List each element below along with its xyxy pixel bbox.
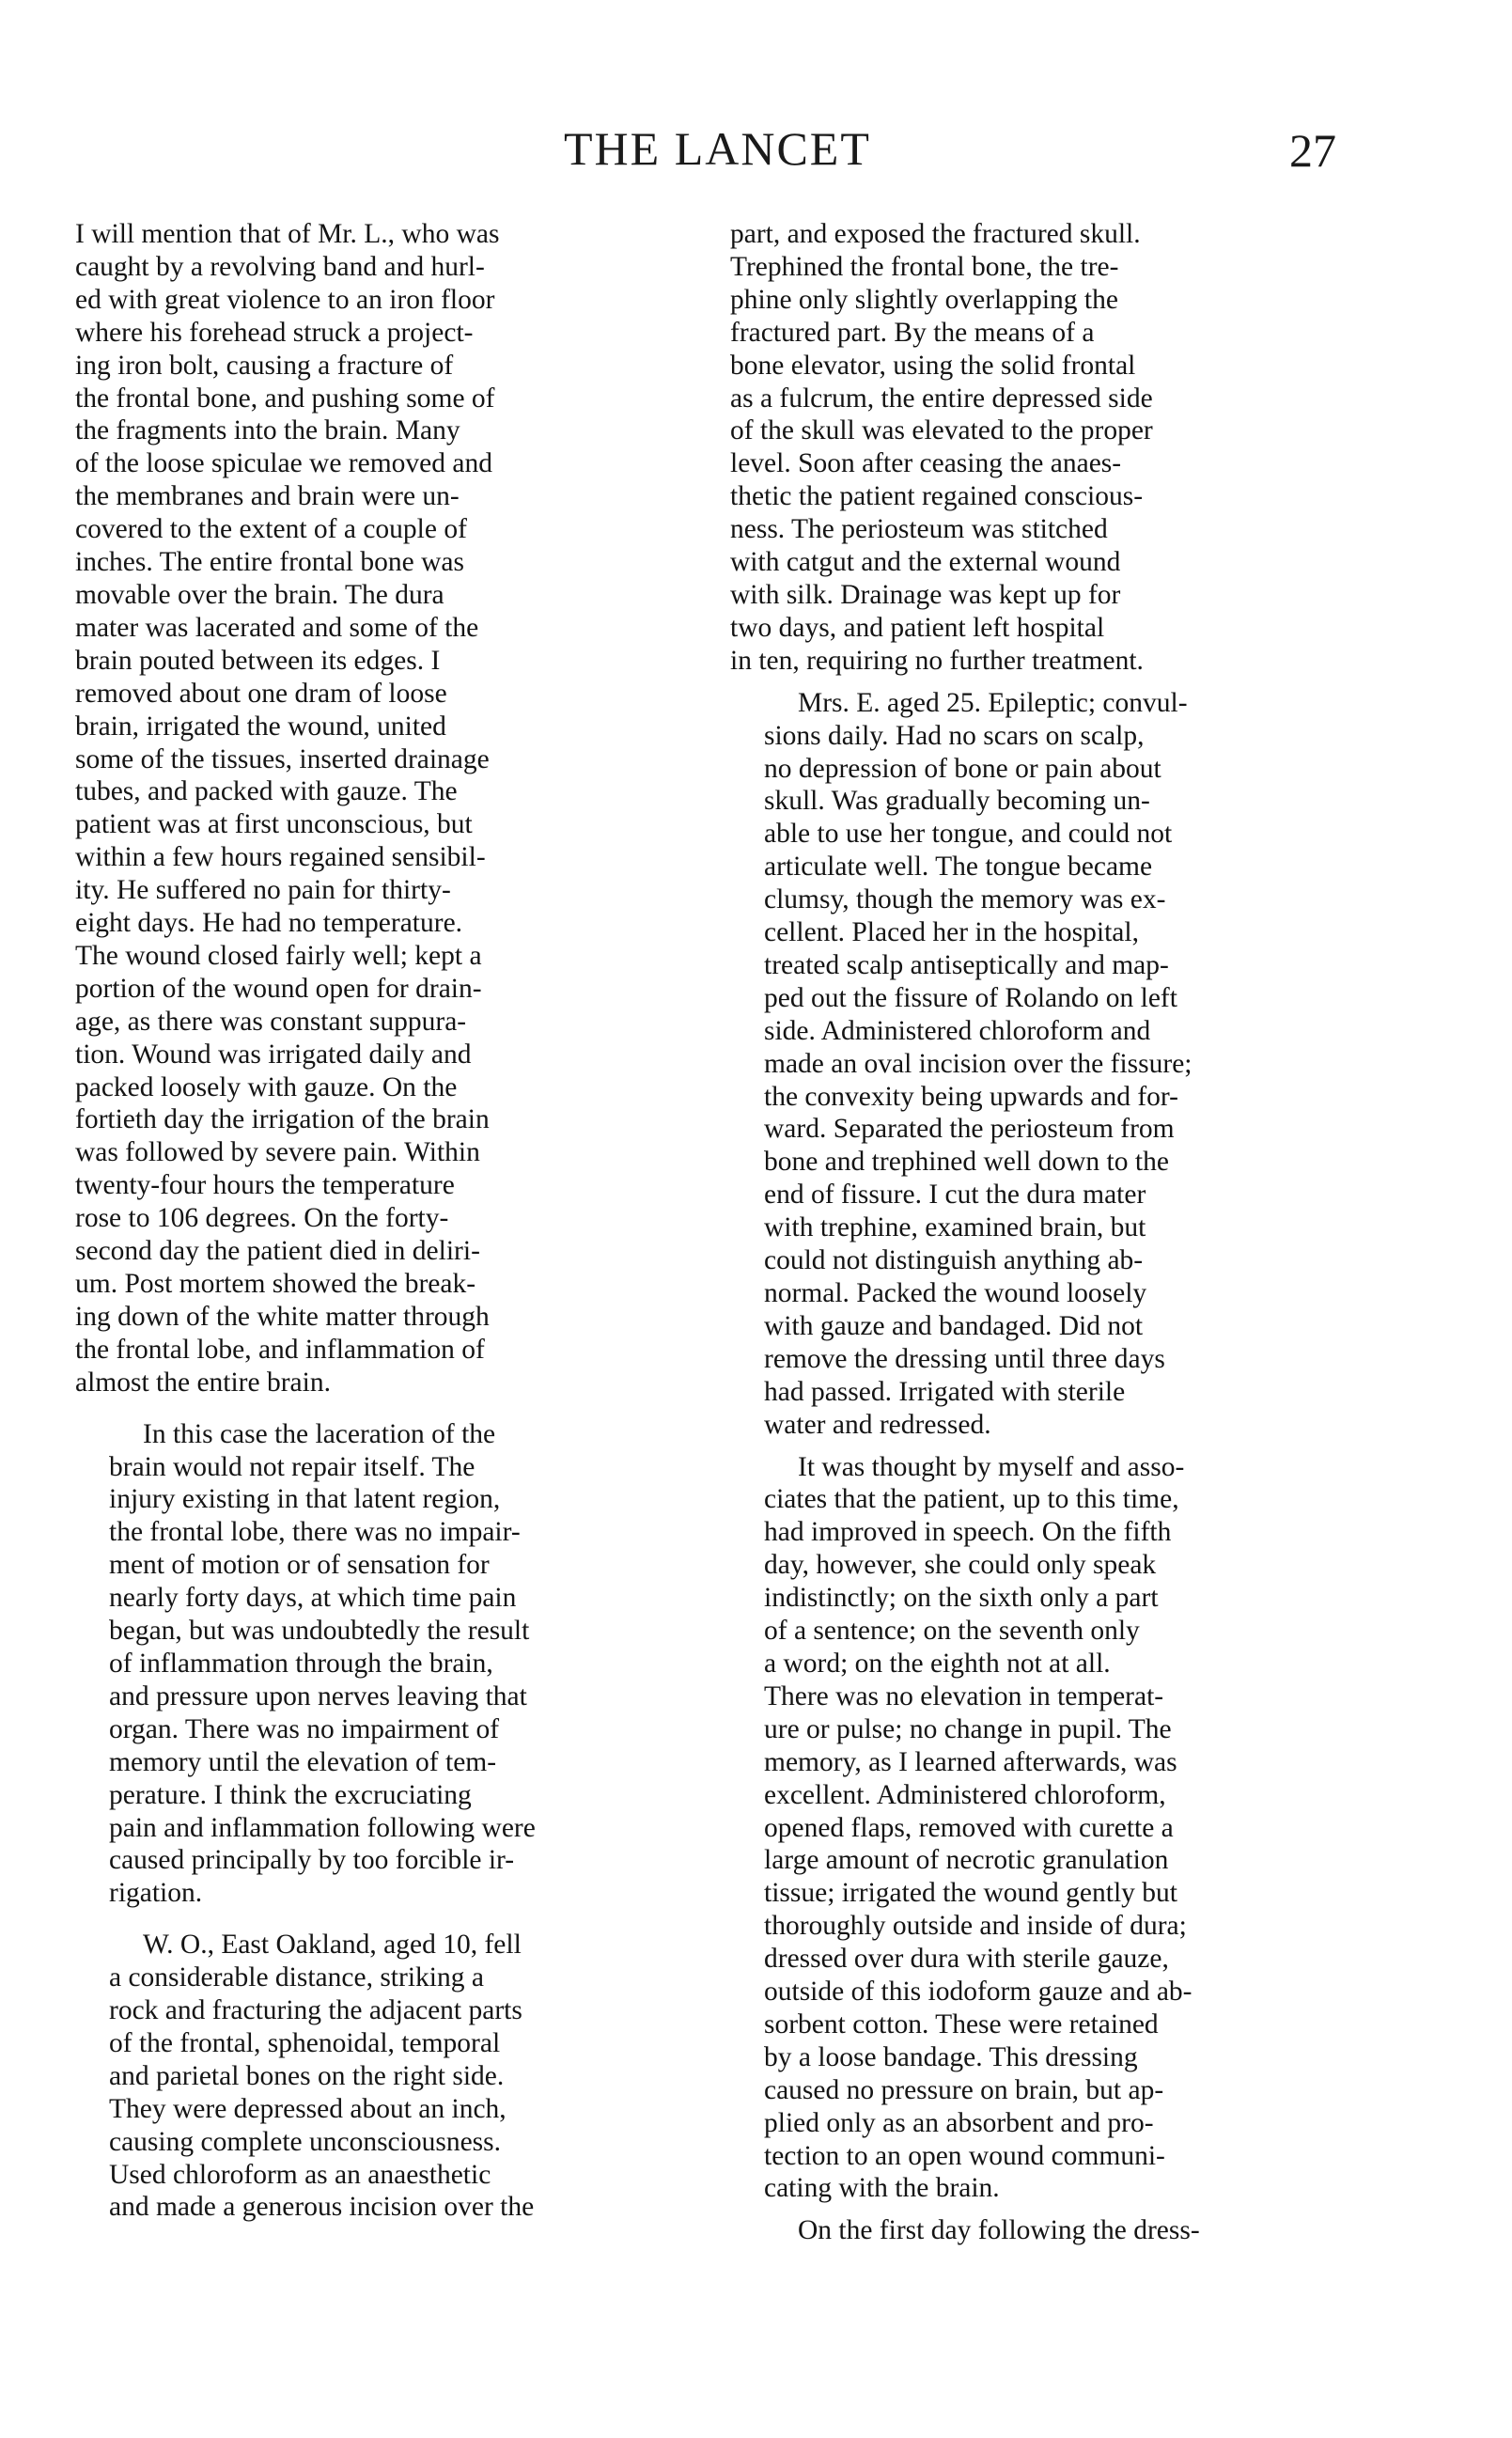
text-line: removed about one dram of loose [75,678,447,709]
text-line: and made a generous incision over the [109,2192,535,2223]
text-line: indistinctly; on the sixth only a part [764,1583,1159,1614]
text-line: brain, irrigated the wound, united [75,711,446,742]
text-line: of the loose spiculae we removed and [75,448,492,479]
text-line: with catgut and the external wound [730,547,1121,578]
text-line: ness. The periosteum was stitched [730,514,1108,545]
text-line: caught by a revolving band and hurl- [75,251,485,282]
text-line: ing down of the white matter through [75,1301,490,1332]
text-line: I will mention that of Mr. L., who was [75,219,500,249]
text-line: the frontal lobe, there was no impair- [109,1517,521,1548]
left-column [75,218,677,2224]
text-line: organ. There was no impairment of [109,1713,500,1744]
text-line: side. Administered chloroform and [764,1015,1151,1046]
text-line: the fragments into the brain. Many [75,415,460,446]
text-line: patient was at first unconscious, but [75,809,473,840]
text-line: the convexity being upwards and for- [764,1081,1178,1112]
text-line: and parietal bones on the right side. [109,2060,505,2091]
text-line: made an oval incision over the fissure; [764,1048,1192,1079]
text-line: twenty-four hours the temperature [75,1170,455,1201]
text-line: of the frontal, sphenoidal, temporal [109,2027,501,2058]
text-line: tubes, and packed with gauze. The [75,776,458,807]
text-line: treated scalp antiseptically and map- [764,949,1169,980]
text-line: Trephined the frontal bone, the tre- [730,251,1119,282]
text-line: able to use her tongue, and could not [764,819,1173,850]
text-line: could not distinguish anything ab- [764,1245,1144,1276]
text-line: In this case the laceration of the [143,1418,496,1449]
paragraph [75,1929,677,2224]
text-line: thetic the patient regained conscious- [730,481,1144,512]
text-line: part, and exposed the fractured skull. [730,219,1141,249]
text-line: within a few hours regained sensibil- [75,842,486,873]
paragraph [75,1418,677,1911]
text-line: with silk. Drainage was kept up for [730,579,1121,610]
text-line: dressed over dura with sterile gauze, [764,1944,1169,1975]
text-line: injury existing in that latent region, [109,1484,501,1515]
text-line: in ten, requiring no further treatment. [730,645,1144,676]
text-line: Used chloroform as an anaesthetic [109,2159,491,2190]
text-line: cellent. Placed her in the hospital, [764,917,1139,948]
text-line: outside of this iodoform gauze and ab- [764,1977,1192,2008]
text-line: was followed by severe pain. Within [75,1137,480,1168]
text-line: of the skull was elevated to the proper [730,415,1153,446]
text-line: plied only as an absorbent and pro- [764,2107,1154,2138]
text-line: normal. Packed the wound loosely [764,1278,1147,1308]
running-head [75,120,1336,177]
text-line: tection to an open wound communi- [764,2140,1165,2171]
text-line: memory, as I learned afterwards, was [764,1746,1177,1777]
text-line: no depression of bone or pain about [764,753,1161,784]
paragraph [730,687,1332,1442]
text-line: W. O., East Oakland, aged 10, fell [143,1930,522,1961]
text-line: portion of the wound open for drain- [75,973,482,1004]
text-line: fractured part. By the means of a [730,317,1095,348]
text-line: level. Soon after ceasing the anaes- [730,448,1122,479]
text-line: sions daily. Had no scars on scalp, [764,720,1145,751]
text-line: brain would not repair itself. The [109,1451,475,1482]
text-line: large amount of necrotic granulation [764,1845,1169,1876]
text-line: movable over the brain. The dura [75,579,444,610]
text-line: the membranes and brain were un- [75,481,460,512]
text-line: age, as there was constant suppura- [75,1006,467,1037]
text-line: causing complete unconsciousness. [109,2126,502,2157]
text-line: with trephine, examined brain, but [764,1212,1146,1243]
text-line: day, however, she could only speak [764,1550,1157,1581]
text-line: end of fissure. I cut the dura mater [764,1180,1146,1211]
text-line: It was thought by myself and asso- [798,1451,1185,1482]
text-line: clumsy, though the memory was ex- [764,884,1166,915]
text-line: second day the patient died in deliri- [75,1236,480,1267]
text-line: opened flaps, removed with curette a [764,1812,1174,1843]
text-line: ity. He suffered no pain for thirty- [75,875,451,906]
text-line: rose to 106 degrees. On the forty- [75,1203,449,1234]
text-line: bone elevator, using the solid frontal [730,350,1136,381]
text-line: of a sentence; on the seventh only [764,1616,1140,1647]
text-line: caused no pressure on brain, but ap- [764,2074,1164,2105]
text-line: Mrs. E. aged 25. Epileptic; convul- [798,687,1188,718]
text-line: water and redressed. [764,1409,991,1440]
text-line: pain and inflammation following were [109,1812,536,1843]
text-line: packed loosely with gauze. On the [75,1071,458,1102]
text-line: um. Post mortem showed the break- [75,1269,476,1299]
paragraph [730,218,1332,678]
text-line: inches. The entire frontal bone was [75,547,464,578]
text-line: the frontal bone, and pushing some of [75,383,495,414]
text-line: articulate well. The tongue became [764,852,1153,883]
paragraph [75,218,677,1399]
paragraph [730,1451,1332,2206]
text-line: where his forehead struck a project- [75,317,474,348]
text-line: nearly forty days, at which time pain [109,1583,517,1614]
text-line: The wound closed fairly well; kept a [75,940,482,971]
text-line: tissue; irrigated the wound gently but [764,1878,1177,1909]
text-line: excellent. Administered chloroform, [764,1779,1166,1810]
text-line: memory until the elevation of tem- [109,1746,497,1777]
text-line: a word; on the eighth not at all. [764,1648,1111,1679]
text-line: with gauze and bandaged. Did not [764,1310,1144,1341]
text-line: and pressure upon nerves leaving that [109,1680,527,1711]
text-line: phine only slightly overlapping the [730,284,1118,315]
text-line: some of the tissues, inserted drainage [75,743,490,774]
text-line: bone and trephined well down to the [764,1147,1169,1178]
text-line: tion. Wound was irrigated daily and [75,1039,472,1070]
paragraph [730,2214,1332,2247]
text-line: There was no elevation in temperat- [764,1680,1164,1711]
text-line: a considerable distance, striking a [109,1962,484,1993]
text-line: rigation. [109,1878,203,1909]
text-line: fortieth day the irrigation of the brain [75,1104,490,1135]
text-line: almost the entire brain. [75,1367,331,1398]
journal-title: THE LANCET [564,122,871,175]
text-line: began, but was undoubtedly the result [109,1616,530,1647]
text-line: the frontal lobe, and inflammation of [75,1334,485,1365]
text-line: sorbent cotton. These were retained [764,2008,1159,2039]
text-line: ure or pulse; no change in pupil. The [764,1713,1172,1744]
text-line: caused principally by too forcible ir- [109,1845,515,1876]
text-line: ing iron bolt, causing a fracture of [75,350,454,381]
text-line: ed with great violence to an iron floor [75,284,495,315]
text-line: On the first day following the dress- [798,2215,1200,2246]
text-line: two days, and patient left hospital [730,612,1105,643]
text-line: remove the dressing until three days [764,1343,1165,1374]
text-line: thoroughly outside and inside of dura; [764,1911,1187,1942]
text-line: covered to the extent of a couple of [75,514,467,545]
text-line: had passed. Irrigated with sterile [764,1376,1126,1407]
text-line: ciates that the patient, up to this time, [764,1484,1179,1515]
text-line: of inflammation through the brain, [109,1648,493,1679]
text-line: perature. I think the excruciating [109,1779,472,1810]
text-line: by a loose bandage. This dressing [764,2041,1138,2072]
text-line: cating with the brain. [764,2173,1000,2204]
text-line: had improved in speech. On the fifth [764,1517,1172,1548]
text-line: They were depressed about an inch, [109,2093,507,2124]
text-line: rock and fracturing the adjacent parts [109,1995,522,2026]
page-number: 27 [1289,124,1336,177]
text-line: ward. Separated the periosteum from [764,1114,1175,1145]
right-column [730,218,1332,2247]
text-line: ped out the fissure of Rolando on left [764,982,1177,1013]
text-line: as a fulcrum, the entire depressed side [730,383,1153,414]
text-line: eight days. He had no temperature. [75,908,463,939]
text-line: mater was lacerated and some of the [75,612,479,643]
text-line: brain pouted between its edges. I [75,645,441,676]
text-line: ment of motion or of sensation for [109,1550,490,1581]
text-line: skull. Was gradually becoming un- [764,786,1150,817]
